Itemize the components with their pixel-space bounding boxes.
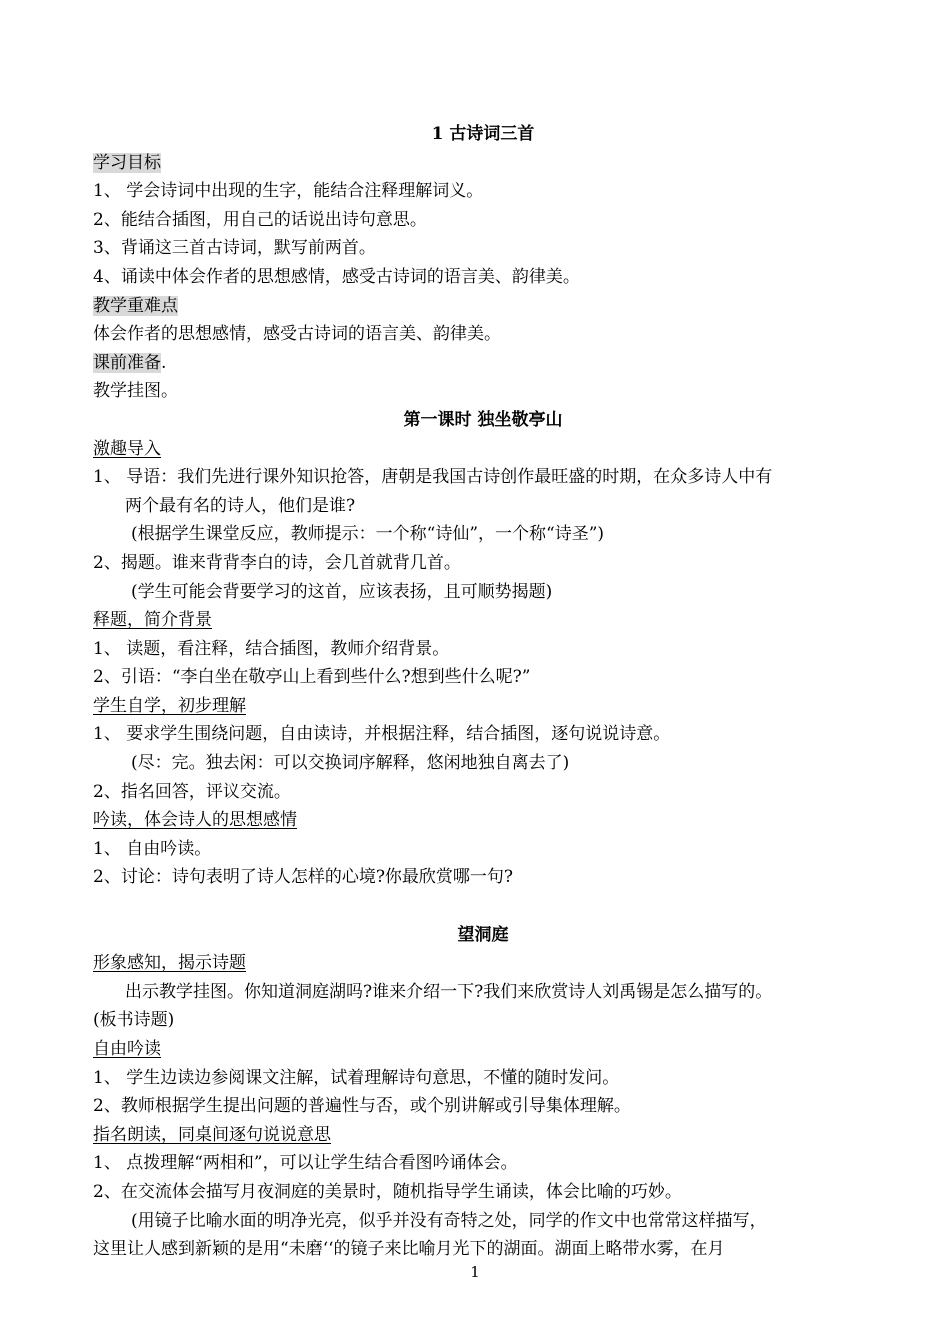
part-heading xyxy=(93,1121,873,1150)
page-number: 1 xyxy=(470,1263,480,1281)
part-heading xyxy=(93,1035,873,1064)
part-heading xyxy=(93,692,873,721)
body-line: 2、指名回答，评议交流。 xyxy=(93,781,291,802)
difficulty-item: 体会作者的思想感情，感受古诗词的语言美、韵律美。 xyxy=(93,324,501,345)
part-heading-text: 释题，简介背景 xyxy=(93,610,212,631)
body-line: 1、 点拨理解“两相和”，可以让学生结合看图吟诵体会。 xyxy=(93,1153,518,1174)
lesson-title: 第一课时 独坐敬亭山 xyxy=(403,409,563,430)
body-line: 出示教学挂图。你知道洞庭湖吗?谁来介绍一下?我们来欣赏诗人刘禹锡是怎么描写的。 xyxy=(125,981,773,1002)
section-heading-text: 学习目标 xyxy=(93,152,161,173)
body-line: 2、引语：“李白坐在敬亭山上看到些什么?想到些什么呢?” xyxy=(93,667,531,688)
body-line: 两个最有名的诗人，他们是谁? xyxy=(125,495,356,516)
document-body xyxy=(93,120,873,1264)
objective-item: 3、背诵这三首古诗词，默写前两首。 xyxy=(93,238,376,259)
part-heading xyxy=(93,606,873,635)
part-heading xyxy=(93,949,873,978)
body-line: (板书诗题) xyxy=(93,1010,175,1031)
body-line: (学生可能会背要学习的这首，应该表扬，且可顺势揭题) xyxy=(131,581,553,602)
body-line: 这里让人感到新颖的是用“未磨‘‘的镜子来比喻月光下的湖面。湖面上略带水雾，在月 xyxy=(93,1239,725,1260)
body-line: 1、 自由吟读。 xyxy=(93,838,212,859)
part-heading xyxy=(93,806,873,835)
preparation-item: 教学挂图。 xyxy=(93,381,178,402)
part-heading xyxy=(93,435,873,464)
part-heading-text: 学生自学，初步理解 xyxy=(93,695,246,716)
lesson-title: 望洞庭 xyxy=(457,924,509,945)
objective-item: 1、 学会诗词中出现的生字，能结合注释理解词义。 xyxy=(93,181,484,202)
part-heading-text: 激趣导入 xyxy=(93,438,161,459)
body-line: (用镜子比喻水面的明净光亮，似乎并没有奇特之处，同学的作文中也常常这样描写， xyxy=(131,1210,767,1231)
section-heading xyxy=(93,149,873,178)
part-heading-text: 形象感知，揭示诗题 xyxy=(93,953,246,974)
blank-line xyxy=(93,892,873,921)
body-line: 1、 要求学生围绕问题，自由读诗，并根据注释，结合插图，逐句说说诗意。 xyxy=(93,724,671,745)
part-heading-text: 自由吟读 xyxy=(93,1039,161,1059)
body-line: (尽：完。独去闲：可以交换词序解释，悠闲地独自离去了) xyxy=(131,753,570,774)
body-line: 1、 读题，看注释，结合插图，教师介绍背景。 xyxy=(93,638,450,659)
body-line: (根据学生课堂反应，教师提示：一个称“诗仙”，一个称“诗圣”) xyxy=(131,524,605,545)
heading-suffix: . xyxy=(161,352,167,373)
body-line: 1、 学生边读边参阅课文注解，试着理解诗句意思，不懂的随时发问。 xyxy=(93,1067,620,1088)
part-heading-text: 指名朗读，同桌间逐句说说意思 xyxy=(93,1124,331,1145)
body-line: 2、教师根据学生提出问题的普遍性与否，或个别讲解或引导集体理解。 xyxy=(93,1096,631,1117)
body-line: 2、揭题。谁来背背李白的诗，会几首就背几首。 xyxy=(93,552,461,573)
body-line: 1、 导语：我们先进行课外知识抢答，唐朝是我国古诗创作最旺盛的时期，在众多诗人中有 xyxy=(93,467,773,488)
part-heading-text: 吟读，体会诗人的思想感情 xyxy=(93,810,297,831)
objective-item: 2、能结合插图，用自己的话说出诗句意思。 xyxy=(93,209,427,230)
section-heading xyxy=(93,349,873,378)
section-heading xyxy=(93,292,873,321)
objective-item: 4、诵读中体会作者的思想感情，感受古诗词的语言美、韵律美。 xyxy=(93,266,580,287)
section-heading-text: 课前准备 xyxy=(93,352,161,373)
document-title: 1 古诗词三首 xyxy=(431,124,535,144)
body-line: 2、讨论：诗句表明了诗人怎样的心境?你最欣赏哪一句? xyxy=(93,867,514,888)
body-line: 2、在交流体会描写月夜洞庭的美景时，随机指导学生诵读，体会比喻的巧妙。 xyxy=(93,1181,682,1202)
section-heading-text: 教学重难点 xyxy=(93,295,178,316)
